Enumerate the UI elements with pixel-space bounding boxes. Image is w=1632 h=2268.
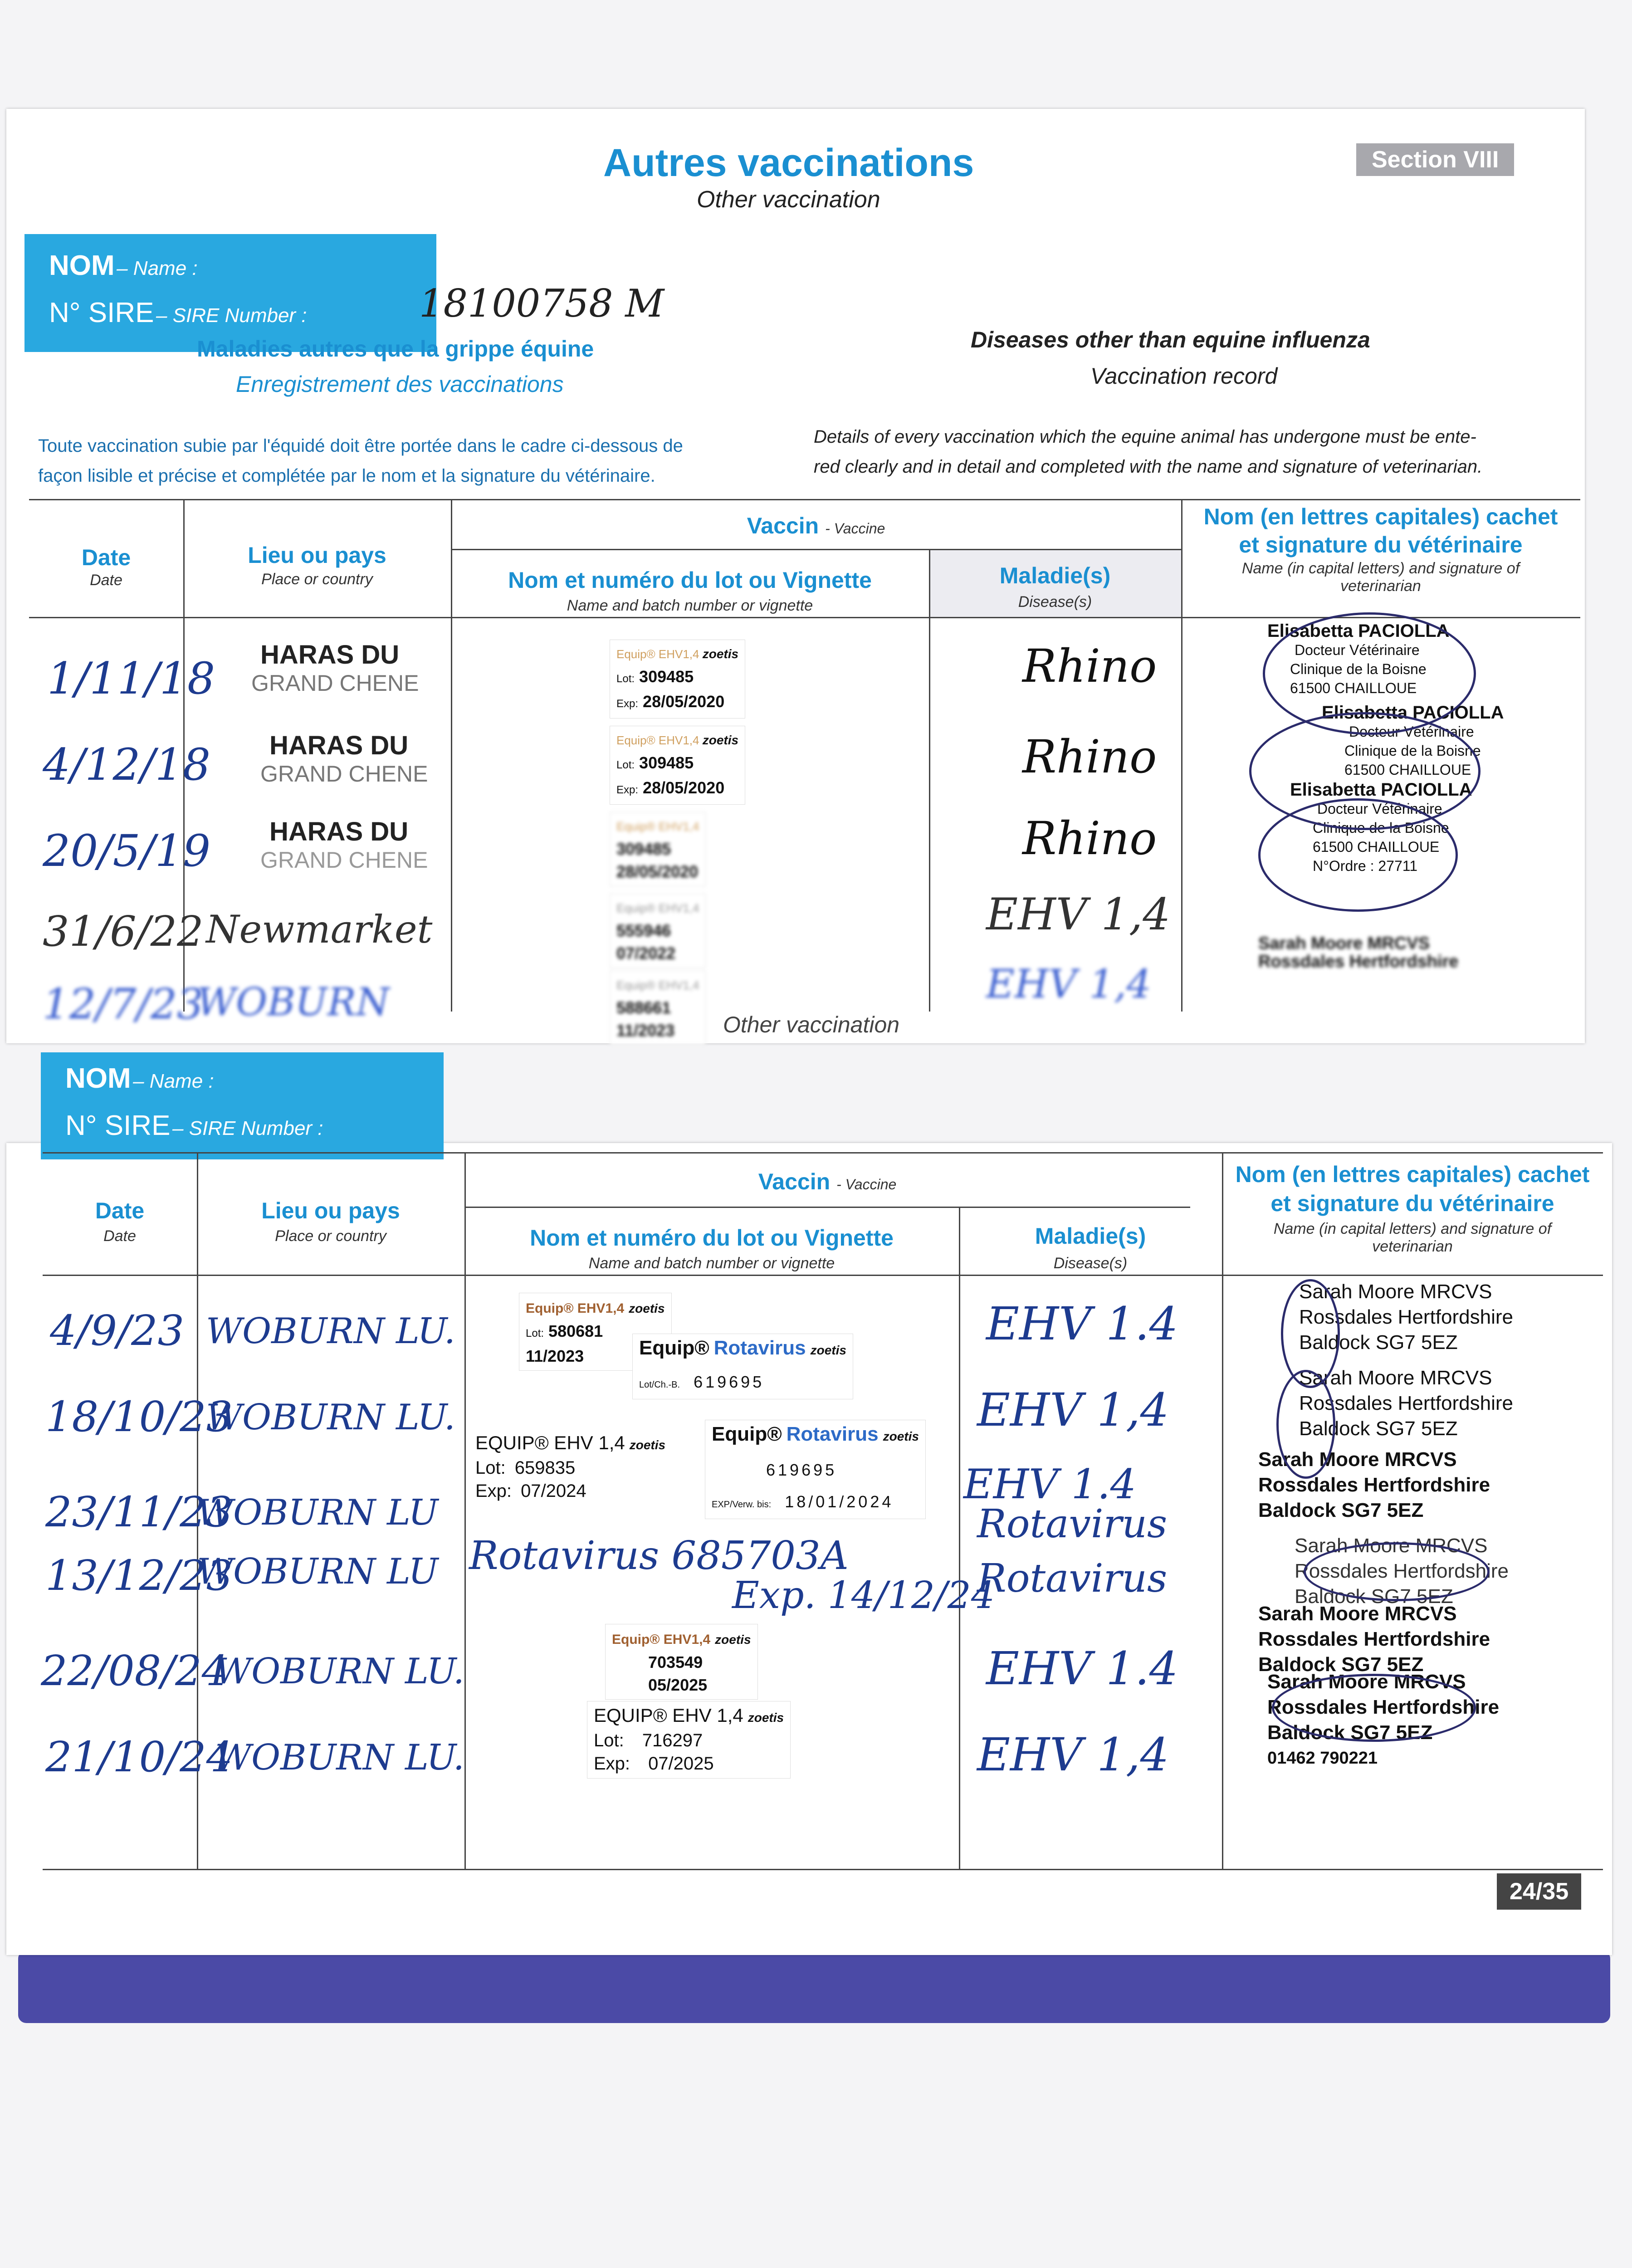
- instruction-en: Details of every vaccination which the equine animal has undergone must be ente- red clearly and in detail and completed with the name and signature of veterinarian.: [814, 427, 1483, 477]
- vaccine-vignette: EQUIP® EHV 1,4 zoetis Lot: 659835 Exp: 07/2024: [469, 1429, 672, 1505]
- row-disease: Rhino: [1022, 730, 1157, 783]
- row-disease: EHV 1.4: [986, 1297, 1178, 1350]
- vaccine-vignette: Equip® EHV1,4 zoetis Lot: 580681 11/2023: [519, 1293, 672, 1371]
- header-lieu-en: Place or country: [275, 1227, 386, 1245]
- header-vet-1: Nom (en lettres capitales) cachet: [1203, 504, 1558, 529]
- vet-stamp: Sarah Moore MRCVS Rossdales Hertfordshire Baldock SG7 5EZ: [1299, 1367, 1513, 1440]
- row-date: 13/12/23: [45, 1551, 233, 1600]
- signature-scribble: [1258, 798, 1458, 912]
- heading-fr: Maladies autres que la grippe équine: [197, 336, 594, 362]
- heading-en-sub: Vaccination record: [1090, 363, 1278, 389]
- header-maladie-en: Disease(s): [1053, 1255, 1128, 1272]
- row-disease: EHV 1,4: [986, 962, 1151, 1007]
- vaccine-vignette: EQUIP® EHV 1,4 zoetis Lot: 716297 Exp: 07/2025: [587, 1701, 791, 1779]
- header-vet-en: Name (in capital letters) and signature of veterinarian: [1241, 560, 1520, 595]
- vaccine-vignette: Equip® EHV1,4 zoetis Lot: 309485 Exp: 28/05/2020: [610, 726, 745, 805]
- signature-scribble: [1276, 1370, 1335, 1479]
- header-date: Date: [81, 545, 131, 570]
- header-lieu: Lieu ou pays: [261, 1198, 400, 1223]
- row-date: 23/11/23: [45, 1488, 233, 1536]
- row-disease: Rhino: [1022, 812, 1157, 865]
- vet-stamp: Sarah Moore MRCVS Rossdales Hertfordshire Baldock SG7 5EZ: [1295, 1535, 1509, 1608]
- vaccine-vignette: Equip® EHV1,4 555946 07/2022: [610, 894, 706, 968]
- row-place-stamp: HARAS DU GRAND CHENE: [251, 640, 419, 696]
- page-subtitle: Other vaccination: [697, 186, 880, 213]
- signature-scribble: [1304, 1542, 1490, 1601]
- sire-number: 18100758 M: [419, 281, 665, 326]
- row-date: 22/08/24: [41, 1647, 229, 1695]
- row-date: 20/5/19: [43, 826, 211, 876]
- overlap-cut-text: Other vaccination: [723, 1012, 900, 1037]
- header-maladie-en: Disease(s): [1018, 593, 1092, 611]
- row-date: 21/10/24: [45, 1733, 233, 1781]
- row-disease: EHV 1.4: [963, 1461, 1136, 1508]
- passport-cover: [18, 1950, 1610, 2023]
- row-place: WOBURN LU.: [206, 1311, 455, 1352]
- sire-label: N° SIRE: [49, 297, 154, 328]
- page-other-vaccination-2: [6, 1063, 1612, 1955]
- header-maladie: Maladie(s): [1035, 1223, 1146, 1249]
- vet-stamp: Sarah Moore MRCVS Rossdales Hertfordshire Baldock SG7 5EZ: [1258, 1448, 1490, 1521]
- header-lot: Nom et numéro du lot ou Vignette: [530, 1225, 894, 1251]
- sire-label: N° SIRE: [65, 1110, 171, 1141]
- heading-fr-sub: Enregistrement des vaccinations: [236, 371, 564, 397]
- handwritten-rotavirus-lot: Rotavirus 685703A: [469, 1533, 849, 1579]
- header-lot: Nom et numéro du lot ou Vignette: [508, 567, 872, 593]
- sire-en-label: – SIRE Number :: [172, 1117, 323, 1139]
- sire-en-label: – SIRE Number :: [156, 304, 307, 327]
- header-lot-en: Name and batch number or vignette: [588, 1255, 835, 1272]
- header-date: Date: [95, 1198, 145, 1223]
- rotavirus-vignette: Equip® Rotavirus zoetis 619695 EXP/Verw. bis: 18/01/2024: [705, 1420, 926, 1519]
- header-lieu: Lieu ou pays: [248, 543, 386, 568]
- row-place: WOBURN LU.: [206, 1397, 455, 1438]
- vaccine-vignette: Equip® EHV1,4 309485 28/05/2020: [610, 812, 706, 886]
- vet-stamp: Sarah Moore MRCVS Rossdales Hertfordshire Baldock SG7 5EZ: [1258, 1603, 1490, 1676]
- vet-stamp: Sarah Moore MRCVS Rossdales Hertfordshire Baldock SG7 5EZ 01462 790221: [1267, 1671, 1500, 1768]
- row-place-stamp: HARAS DU GRAND CHENE: [260, 731, 428, 787]
- row-date: 4/12/18: [43, 739, 211, 790]
- header-lot-en: Name and batch number or vignette: [567, 597, 813, 614]
- header-vaccin: Vaccin - Vaccine: [758, 1169, 897, 1194]
- row-disease: Rotavirus: [977, 1556, 1168, 1601]
- row-date: 31/6/22: [43, 907, 204, 956]
- header-vet-en: Name (in capital letters) and signature of veterinarian: [1273, 1220, 1552, 1255]
- row-place: WOBURN: [197, 980, 390, 1024]
- vet-stamp: Elisabetta PACIOLLA Docteur Vétérinaire Clinique de la Boisne 61500 CHAILLOUE: [1322, 703, 1504, 778]
- row-disease: Rhino: [1022, 640, 1157, 693]
- row-date: 1/11/18: [47, 653, 215, 704]
- row-disease: EHV 1,4: [977, 1728, 1169, 1781]
- nom-label: NOM: [65, 1063, 131, 1094]
- vet-stamp: Elisabetta PACIOLLA Docteur Vétérinaire Clinique de la Boisne 61500 CHAILLOUE N°Ordre : 27711: [1290, 780, 1472, 874]
- nom-en-label: – Name :: [133, 1070, 214, 1092]
- page-title: Autres vaccinations: [603, 141, 974, 185]
- vet-stamp: Elisabetta PACIOLLA Docteur Vétérinaire Clinique de la Boisne 61500 CHAILLOUE: [1267, 621, 1450, 696]
- vaccine-vignette: Equip® EHV1,4 zoetis 703549 05/2025: [605, 1624, 758, 1700]
- header-vet-2: et signature du vétérinaire: [1270, 1191, 1554, 1216]
- section-badge: Section VIII: [1356, 143, 1514, 176]
- row-place: WOBURN LU: [197, 1492, 439, 1533]
- header-date-en: Date: [90, 572, 122, 589]
- handwritten-rotavirus-exp: Exp. 14/12/24: [732, 1574, 995, 1617]
- heading-en: Diseases other than equine influenza: [971, 327, 1370, 352]
- row-place: WOBURN LU.: [215, 1651, 464, 1692]
- row-disease-extra: Rotavirus: [977, 1501, 1168, 1547]
- signature-scribble: [1272, 1674, 1476, 1742]
- row-place: Newmarket: [206, 907, 433, 952]
- rotavirus-vignette: Equip® Rotavirus zoetis Lot/Ch.-B. 619695: [632, 1334, 853, 1399]
- header-vet-1: Nom (en lettres capitales) cachet: [1235, 1162, 1590, 1187]
- nom-sire-box: [41, 1052, 444, 1159]
- vaccine-vignette: Equip® EHV1,4 zoetis Lot: 309485 Exp: 28/05/2020: [610, 640, 745, 719]
- row-disease: EHV 1,4: [986, 889, 1171, 940]
- row-date: 4/9/23: [50, 1306, 185, 1355]
- row-date: 18/10/23: [45, 1393, 233, 1441]
- row-place: WOBURN LU: [197, 1551, 439, 1592]
- header-lieu-en: Place or country: [261, 571, 373, 588]
- nom-sire-box: [24, 234, 436, 352]
- row-disease: EHV 1,4: [977, 1383, 1169, 1437]
- page-other-vaccination-1: [6, 109, 1585, 1043]
- nom-label: NOM: [49, 250, 115, 281]
- row-disease: EHV 1.4: [986, 1642, 1178, 1695]
- row-place: WOBURN LU.: [215, 1737, 464, 1778]
- header-vaccin: Vaccin - Vaccine: [747, 513, 885, 538]
- vet-stamp: Sarah Moore MRCVS Rossdales Hertfordshire: [1258, 934, 1459, 971]
- page-number: 24/35: [1497, 1873, 1581, 1910]
- header-maladie: Maladie(s): [999, 563, 1111, 588]
- row-date: 12/7/23: [43, 980, 204, 1028]
- header-vet-2: et signature du vétérinaire: [1239, 532, 1523, 557]
- vaccine-vignette: Equip® EHV1,4 588661 11/2023: [610, 971, 706, 1045]
- instruction-fr: Toute vaccination subie par l'équidé doit être portée dans le cadre ci-dessous de façon lisible et précise et complétée par le nom et la signature du vétérinaire.: [38, 436, 683, 486]
- header-date-en: Date: [103, 1227, 136, 1245]
- row-place-stamp: HARAS DU GRAND CHENE: [260, 817, 428, 873]
- nom-en-label: – Name :: [117, 257, 198, 279]
- vet-stamp: Sarah Moore MRCVS Rossdales Hertfordshire Baldock SG7 5EZ: [1299, 1281, 1513, 1354]
